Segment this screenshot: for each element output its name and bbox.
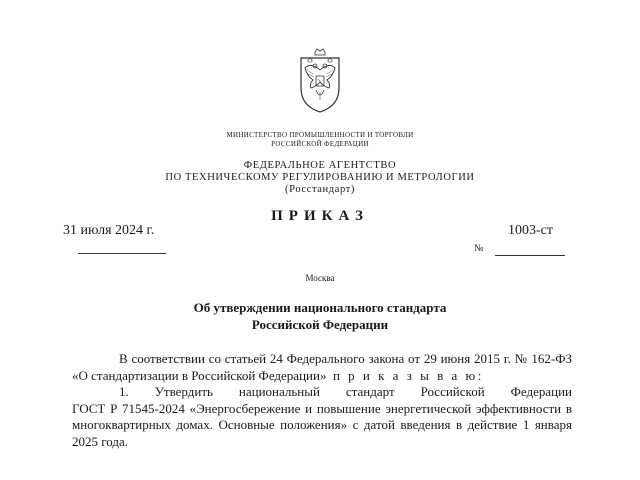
ministry-line-1: МИНИСТЕРСТВО ПРОМЫШЛЕННОСТИ И ТОРГОВЛИ [226,131,414,139]
agency-line-1: ФЕДЕРАЛЬНОЕ АГЕНТСТВО [243,160,397,171]
number-sign: № [474,243,484,254]
date-underline [78,253,166,254]
agency-line-2: ПО ТЕХНИЧЕСКОМУ РЕГУЛИРОВАНИЮ И МЕТРОЛОГИИ [165,172,475,183]
order-number: 1003-ст [508,223,553,238]
order-verb: п р и к а з ы в а ю: [332,367,484,383]
preamble-text: В соответствии со статьей 24 Федерального закона от 29 июня 2015 г. № 162-ФЗ «О стандартизации в Российской Федерации» [72,351,572,383]
order-body [72,351,572,450]
coat-of-arms-emblem-icon [295,48,345,114]
order-subject [120,299,520,333]
order-title: ПРИКАЗ [271,208,369,224]
ministry-line-2: РОССИЙСКОЙ ФЕДЕРАЦИИ [271,140,369,148]
subject-line-2: Российской Федерации [251,317,389,332]
preamble-paragraph [72,351,572,384]
subject-line-1: Об утверждении национального стандарта [193,300,447,315]
city-name: Москва [305,273,335,283]
order-date: 31 июля 2024 г. [63,223,155,238]
clause-1-paragraph [72,384,572,450]
clause-1-rest: ГОСТ Р 71545-2024 «Энергосбережение и повышение энергетической эффективности в многоквартирных домах. Основные положения» с датой введения в действие 1 января 2025 года. [72,400,572,449]
ministry-header [120,131,520,149]
agency-header [100,160,540,196]
agency-line-3: (Росстандарт) [285,184,355,195]
number-underline [495,255,565,256]
clause-1-first-line: 1. Утвердить национальный стандарт Российской Федерации [119,384,572,399]
